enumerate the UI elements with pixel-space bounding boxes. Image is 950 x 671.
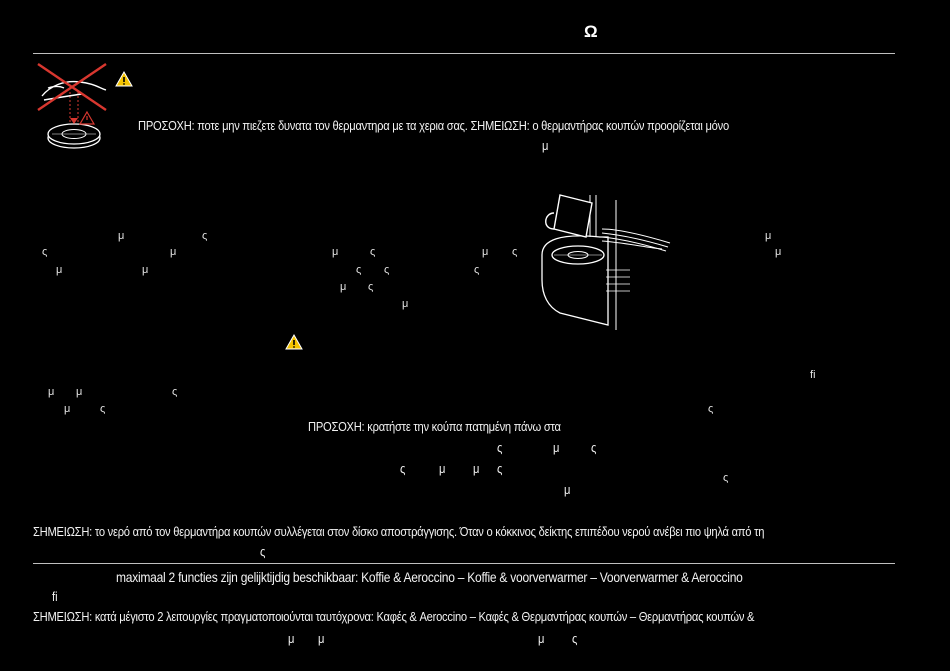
fragment-sigma: ς (708, 403, 714, 415)
fragment-sigma: ς (384, 264, 390, 276)
fragment-sigma: ς (723, 472, 729, 484)
warning-triangle-icon (285, 334, 303, 350)
warning-triangle-icon (115, 71, 133, 87)
fragment-sigma: ς (591, 440, 597, 455)
fragment-mu: μ (564, 482, 571, 497)
note-greek-continuation: ς (572, 631, 578, 646)
top-divider (33, 53, 895, 54)
fragment-mu: μ (473, 461, 480, 476)
fragment-mu: μ (118, 230, 125, 242)
fragment-sigma: ς (42, 246, 48, 258)
fragment-mu: μ (332, 246, 339, 258)
warning-hold-text: ΠΡΟΣΟΧΗ: κρατήστε την κούπα πατημένη πάνω στα (308, 419, 561, 434)
fragment-sigma: ς (400, 461, 406, 476)
note-greek-continuation: μ (318, 631, 325, 646)
note-water-text: ΣΗΜΕΙΩΣΗ: το νερό από τον θερμαντήρα κουπών συλλέγεται στον δίσκο αποστράγγισης. Όταν ο κόκκινος δείκτης επιπέδου νερού ανέβει πιο ψηλά από τη (33, 524, 765, 539)
no-hands-warmer-icon (34, 60, 114, 155)
fragment-mu: μ (765, 230, 772, 242)
note-greek-continuation: μ (538, 631, 545, 646)
fragment-sigma: ς (202, 230, 208, 242)
fragment-mu: μ (48, 386, 55, 398)
fragment-mu: μ (64, 403, 71, 415)
fragment-mu: μ (402, 298, 409, 310)
fragment-sigma: ς (172, 386, 178, 398)
fragment-mu: μ (76, 386, 83, 398)
bottom-divider (33, 563, 895, 564)
fragment-mu: μ (482, 246, 489, 258)
header-omega-symbol: Ω (584, 22, 598, 41)
note-greek-continuation: μ (288, 631, 295, 646)
note-water-continuation: ς (260, 544, 266, 559)
note-dutch-ligature: ﬁ (52, 589, 58, 604)
note-dutch-text: maximaal 2 functies zijn gelijktijdig beschikbaar: Koffie & Aeroccino – Koffie & voorverwarmer – Voorverwarmer & Aeroccino (116, 569, 743, 585)
fragment-sigma: ς (497, 440, 503, 455)
fragment-mu: μ (340, 281, 347, 293)
warning-heat-continuation: μ (542, 138, 549, 153)
fragment-sigma: ς (497, 461, 503, 476)
fragment-mu: μ (775, 246, 782, 258)
fragment-sigma: ς (100, 403, 106, 415)
cup-on-warmer-illustration (530, 185, 675, 330)
fragment-mu: μ (553, 440, 560, 455)
fragment-mu: μ (56, 264, 63, 276)
fragment-mu: μ (142, 264, 149, 276)
fragment-sigma: ς (356, 264, 362, 276)
note-greek-text: ΣΗΜΕΙΩΣΗ: κατά μέγιστο 2 λειτουργίες πραγματοποιούνται ταυτόχρονα: Καφές & Aeroccino – Καφές & Θερμαντήρας κουπών – Θερμαντήρας κουπών & (33, 609, 755, 624)
fragment-mu: μ (170, 246, 177, 258)
fragment-sigma: ς (370, 246, 376, 258)
warning-heat-text: ΠΡΟΣΟΧΗ: ποτε μην πιεζετε δυνατα τον θερμαντηρα με τα χερια σας. ΣΗΜΕΙΩΣΗ: ο θερμαντήρας κουπών προορίζεται μόνο (138, 118, 729, 133)
fragment-fi-ligature: ﬁ (810, 369, 816, 381)
fragment-sigma: ς (368, 281, 374, 293)
fragment-mu: μ (439, 461, 446, 476)
fragment-sigma: ς (474, 264, 480, 276)
fragment-sigma: ς (512, 246, 518, 258)
